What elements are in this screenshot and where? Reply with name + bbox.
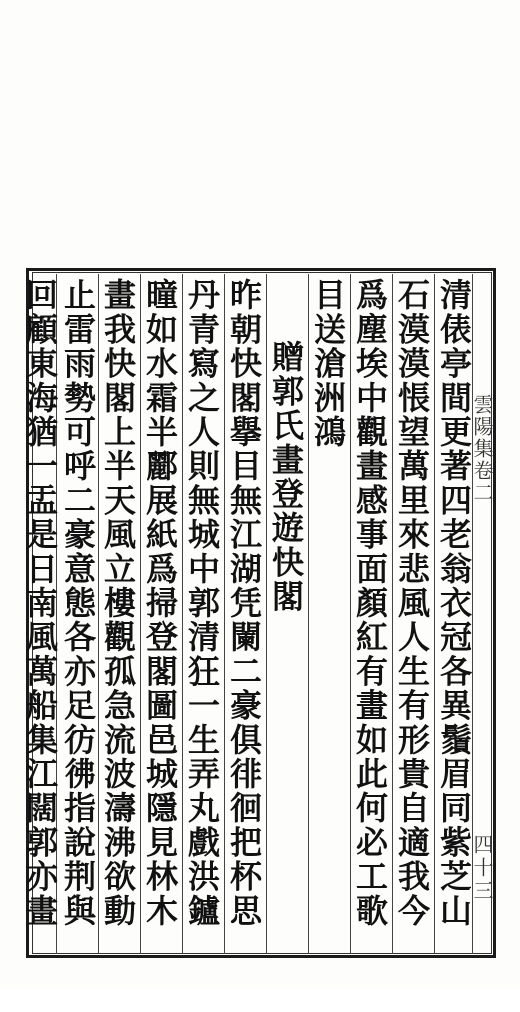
text-column: 爲塵埃中觀畫感事面顏紅有畫如此何必工歌 xyxy=(351,278,389,928)
text-column: 回顧東海猶一盂是日南風萬船集江闊郭亦畫 xyxy=(21,278,59,928)
text-column: 曈如水霜半酈展紙爲掃登閣圖邑城隱見林木 xyxy=(141,278,179,928)
text-column: 昨朝快閣擧目無江湖凭闌二豪俱徘徊把杯思 xyxy=(225,278,263,928)
book-title: 雲陽集卷二 xyxy=(470,394,494,504)
text-column: 石漠漠悵望萬里來悲風人生有形貴自適我今 xyxy=(393,278,431,928)
text-column: 止雷雨勢可呼二豪意態各亦足彷彿指說荆與 xyxy=(59,278,97,928)
text-column: 目送滄洲鴻 xyxy=(309,278,347,449)
poem-title: 贈郭氏畫登遊快閣 xyxy=(267,340,305,614)
text-column: 清俵亭間更著四老翁衣冠各異鬚眉同紫芝山 xyxy=(435,278,473,928)
folio-number: 四十三 xyxy=(470,834,494,903)
text-column: 畫我快閣上半天風立樓觀孤急流波濤沸欲動 xyxy=(99,278,137,928)
text-column: 丹青寫之人則無城中郭清狂一生弄丸戲洪鑪 xyxy=(183,278,221,928)
